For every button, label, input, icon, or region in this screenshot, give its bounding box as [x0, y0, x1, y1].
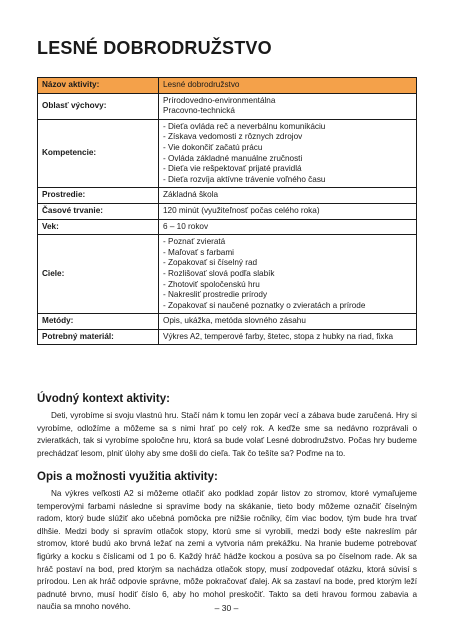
row-value-line: Pracovno-technická [163, 106, 235, 116]
description-heading: Opis a možnosti využitia aktivity: [37, 471, 218, 483]
activity-name-value: Lesné dobrodružstvo [159, 78, 417, 94]
table-row [38, 188, 417, 204]
row-label: Prostredie: [38, 188, 159, 204]
row-value-line: - Zopakovať si číselný rad [163, 258, 258, 268]
table-row [38, 203, 417, 219]
row-value-line: - Zopakovať si naučené poznatky o zvieratách a prírode [163, 300, 366, 310]
row-value-line: - Dieťa ovláda reč a neverbálnu komunikáciu [163, 121, 326, 131]
row-value-line: - Ovláda základné manuálne zručnosti [163, 153, 303, 163]
table-row [38, 93, 417, 119]
row-label: Ciele: [38, 235, 159, 314]
row-label: Vek: [38, 219, 159, 235]
description-paragraph: Na výkres veľkosti A2 si môžeme otlačiť ako podklad zopár listov zo stromov, ktoré vymaľujeme temperovými farbami následne si spravíme body na skákanie, tieto body môžeme označiť číselným radom, ktorý bude slúžiť ako učebná pomôcka pre nižšie ročníky, čím viac bodov, tým bude hra trvať dlhšie. Medzi body si spravím otlačok stopy, ktorú sme si vyrobili, medzi body ešte nakreslím pár stromov, ktoré budú ako brvná ležať na zemi a vytvoria nám prekážku. Na hranie budeme potrebovať figúrky a kocku s číslicami od 1 po 6. Každý hráč hádže kockou a posúva sa po číselnom rade. Ak sa hráč postaví na bod, pred ktorým sa nachádza otlačok stopy, musí zodpovedať otázku, ktorá súvisí s prírodou. Len ak hráč odpovie správne, môže pokračovať ďalej. Ak sa zastaví na bode, pred ktorým leží padnuté brvno, musí hodiť číslo 6, aby ho mohol preskočiť. Takto sa deti hravou formou zabavia a naučia sa mnoho nového. [37, 489, 417, 612]
table-row [38, 314, 417, 330]
row-value-line: Prírodovedno-environmentálna [163, 95, 276, 105]
row-value-line: - Poznať zvieratá [163, 237, 226, 247]
intro-paragraph: Deti, vyrobíme si svoju vlastnú hru. Stačí nám k tomu len zopár vecí a zábava bude zaručená. Hry si vyrobíme, odložíme a môžeme sa s nimi hrať po celý rok. A keďže sme sa nedávno rozprávali o zvieratkách, tak si vyrobíme spoločne hru, ktorá sa bude volať Lesné dobrodružstvo. Počas hry budeme prechádzať lesom, plniť úlohy aby sme došli do cieľa. Tak čo tešíte sa? Poďme na to. [37, 411, 417, 458]
row-value [159, 314, 417, 330]
intro-heading: Úvodný kontext aktivity: [37, 393, 170, 405]
row-value [159, 119, 417, 188]
row-value-line: - Rozlišovať slová podľa slabík [163, 268, 275, 278]
row-value-line: - Získava vedomosti z rôznych zdrojov [163, 132, 303, 142]
row-value-line: - Dieťa vie rešpektovať prijaté pravidlá [163, 164, 302, 174]
row-value [159, 329, 417, 345]
row-value-line: 120 minút (využiteľnosť počas celého roka) [163, 205, 320, 215]
row-value-line: - Zhotoviť spoločenskú hru [163, 279, 260, 289]
row-value-line: 6 – 10 rokov [163, 221, 209, 231]
page-number: – 30 – [214, 603, 239, 613]
table-row [38, 119, 417, 188]
table-row [38, 219, 417, 235]
row-value [159, 188, 417, 204]
row-value [159, 93, 417, 119]
table-row [38, 235, 417, 314]
table-row [38, 329, 417, 345]
row-label: Oblasť výchovy: [38, 93, 159, 119]
row-label: Kompetencie: [38, 119, 159, 188]
row-value [159, 219, 417, 235]
row-value-line: - Vie dokončiť začatú prácu [163, 142, 263, 152]
row-value-line: - Dieťa rozvíja aktívne trávenie voľného času [163, 174, 326, 184]
table-header-row [38, 78, 417, 94]
row-label: Metódy: [38, 314, 159, 330]
row-value-line: - Nakresliť prostredie prírody [163, 290, 268, 300]
row-value-line: Výkres A2, temperové farby, štetec, stopa z hubky na riad, fixka [163, 331, 394, 341]
row-value [159, 203, 417, 219]
row-label: Potrebný materiál: [38, 329, 159, 345]
activity-table [37, 77, 417, 345]
row-value-line: - Maľovať s farbami [163, 247, 234, 257]
activity-name-label: Názov aktivity: [38, 78, 159, 94]
row-value-line: Základná škola [163, 190, 219, 200]
row-value [159, 235, 417, 314]
row-value-line: Opis, ukážka, metóda slovného zásahu [163, 316, 306, 326]
page-title: LESNÉ DOBRODRUŽSTVO [37, 38, 272, 58]
row-label: Časové trvanie: [38, 203, 159, 219]
